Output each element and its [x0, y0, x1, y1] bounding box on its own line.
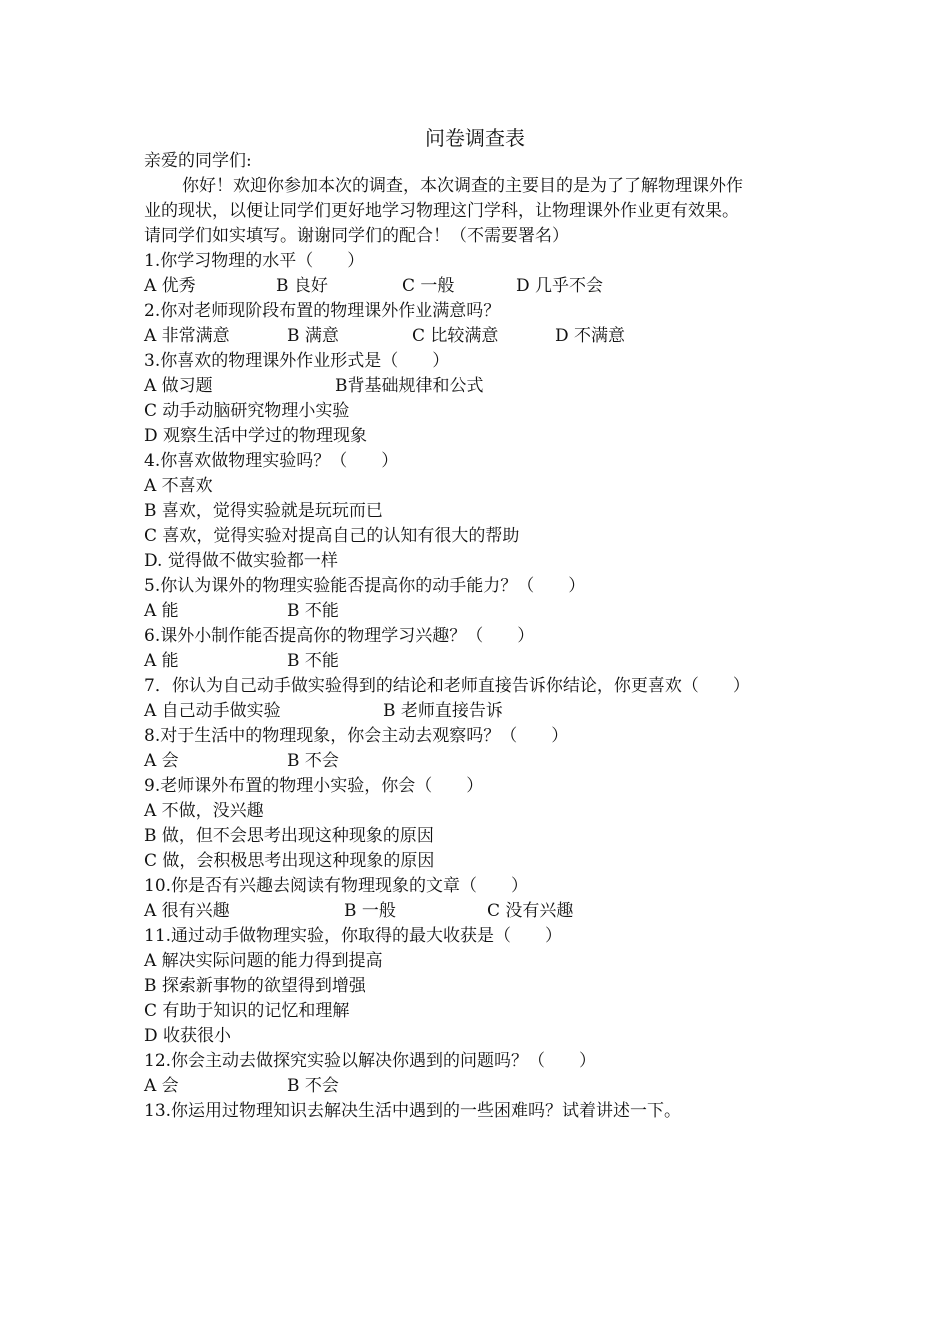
q12-option-a[interactable]: A 会: [144, 1076, 179, 1096]
q11-option-b[interactable]: B 探索新事物的欲望得到增强: [144, 976, 366, 996]
intro-line-2: 业的现状，以便让同学们更好地学习物理这门学科，让物理课外作业更有效果。: [144, 201, 739, 221]
q4-option-b[interactable]: B 喜欢，觉得实验就是玩玩而已: [144, 501, 383, 521]
question-1: 1.你学习物理的水平（ ）: [144, 251, 365, 271]
q9-option-c[interactable]: C 做，会积极思考出现这种现象的原因: [144, 851, 435, 871]
greeting: 亲爱的同学们:: [144, 151, 252, 171]
q2-option-b[interactable]: B 满意: [287, 326, 339, 346]
q12-option-b[interactable]: B 不会: [287, 1076, 339, 1096]
question-3: 3.你喜欢的物理课外作业形式是（ ）: [144, 351, 450, 371]
q7-option-a[interactable]: A 自己动手做实验: [144, 701, 281, 721]
q5-option-b[interactable]: B 不能: [287, 601, 339, 621]
q11-option-c[interactable]: C 有助于知识的记忆和理解: [144, 1001, 350, 1021]
page-title: 问卷调查表: [425, 126, 525, 150]
q9-option-b[interactable]: B 做，但不会思考出现这种现象的原因: [144, 826, 434, 846]
question-8: 8.对于生活中的物理现象，你会主动去观察吗？（ ）: [144, 726, 569, 746]
q1-option-b[interactable]: B 良好: [276, 276, 328, 296]
q2-option-c[interactable]: C 比较满意: [412, 326, 499, 346]
question-4: 4.你喜欢做物理实验吗？（ ）: [144, 451, 399, 471]
q2-option-d[interactable]: D 不满意: [555, 326, 626, 346]
question-9: 9.老师课外布置的物理小实验，你会（ ）: [144, 776, 484, 796]
question-6: 6.课外小制作能否提高你的物理学习兴趣？（ ）: [144, 626, 535, 646]
question-13: 13.你运用过物理知识去解决生活中遇到的一些困难吗？试着讲述一下。: [144, 1101, 682, 1121]
q2-option-a[interactable]: A 非常满意: [144, 326, 230, 346]
q9-option-a[interactable]: A 不做，没兴趣: [144, 801, 264, 821]
q1-option-c[interactable]: C 一般: [402, 276, 455, 296]
question-11: 11.通过动手做物理实验，你取得的最大收获是（ ）: [144, 926, 563, 946]
q8-option-b[interactable]: B 不会: [287, 751, 339, 771]
q3-option-a[interactable]: A 做习题: [144, 376, 213, 396]
q3-option-c[interactable]: C 动手动脑研究物理小实验: [144, 401, 350, 421]
q3-option-b[interactable]: B背基础规律和公式: [335, 376, 484, 396]
q1-option-d[interactable]: D 几乎不会: [516, 276, 604, 296]
q11-option-a[interactable]: A 解决实际问题的能力得到提高: [144, 951, 383, 971]
question-7: 7．你认为自己动手做实验得到的结论和老师直接告诉你结论，你更喜欢（ ）: [144, 676, 750, 696]
q10-option-b[interactable]: B 一般: [344, 901, 396, 921]
question-12: 12.你会主动去做探究实验以解决你遇到的问题吗？（ ）: [144, 1051, 597, 1071]
question-2: 2.你对老师现阶段布置的物理课外作业满意吗？: [144, 301, 501, 321]
question-5: 5.你认为课外的物理实验能否提高你的动手能力？（ ）: [144, 576, 586, 596]
q11-option-d[interactable]: D 收获很小: [144, 1026, 232, 1046]
q1-option-a[interactable]: A 优秀: [144, 276, 196, 296]
q7-option-b[interactable]: B 老师直接告诉: [383, 701, 503, 721]
intro-line-3: 请同学们如实填写。谢谢同学们的配合！（不需要署名）: [144, 226, 569, 246]
intro-line-1: 你好！欢迎你参加本次的调查，本次调查的主要目的是为了了解物理课外作: [182, 176, 743, 196]
q3-option-d[interactable]: D 观察生活中学过的物理现象: [144, 426, 368, 446]
q4-option-d[interactable]: D. 觉得做不做实验都一样: [144, 551, 338, 571]
q6-option-b[interactable]: B 不能: [287, 651, 339, 671]
q4-option-a[interactable]: A 不喜欢: [144, 476, 213, 496]
q5-option-a[interactable]: A 能: [144, 601, 179, 621]
q6-option-a[interactable]: A 能: [144, 651, 179, 671]
q4-option-c[interactable]: C 喜欢，觉得实验对提高自己的认知有很大的帮助: [144, 526, 520, 546]
q10-option-a[interactable]: A 很有兴趣: [144, 901, 230, 921]
q10-option-c[interactable]: C 没有兴趣: [487, 901, 574, 921]
q8-option-a[interactable]: A 会: [144, 751, 179, 771]
question-10: 10.你是否有兴趣去阅读有物理现象的文章（ ）: [144, 876, 529, 896]
